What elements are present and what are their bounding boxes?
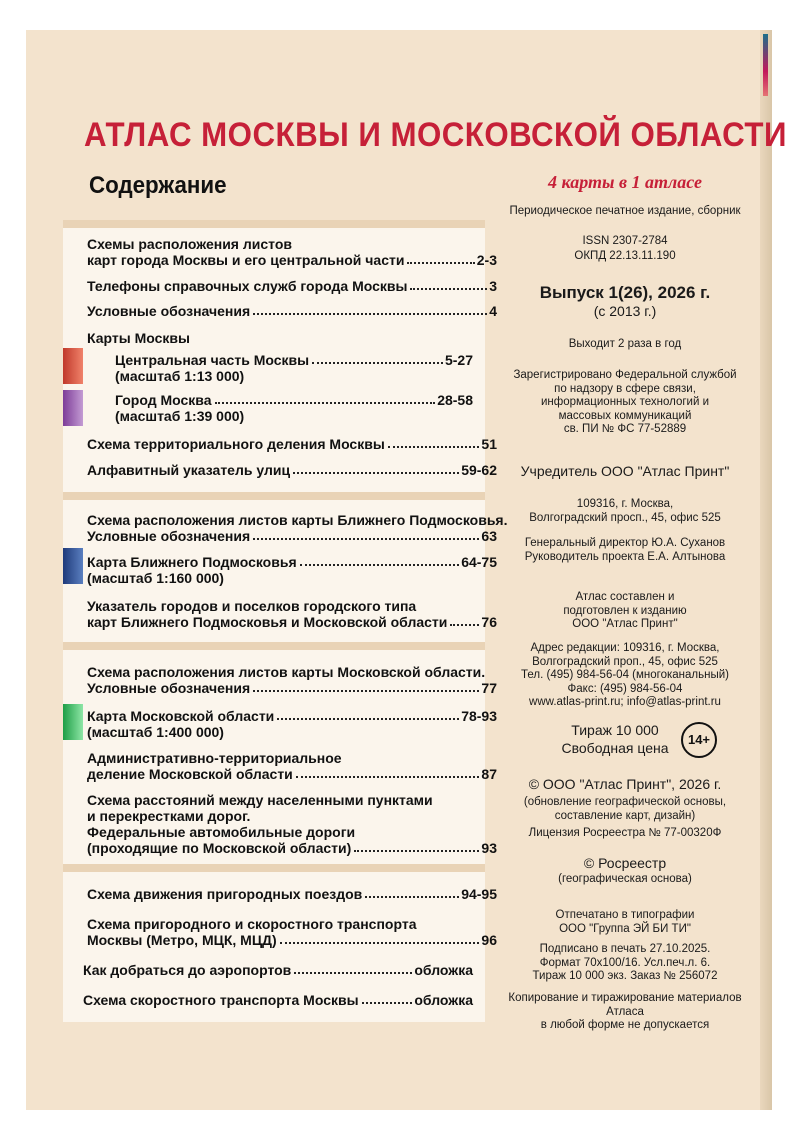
toc-entry-title: Карта Московской области [87, 708, 275, 724]
toc-entry-title: Как добраться до аэропортов [83, 962, 292, 978]
toc-page-number: 76 [481, 614, 497, 630]
toc-entry[interactable] [83, 962, 473, 978]
imprint-price: Свободная цена [561, 740, 669, 756]
toc-entry-title: Центральная часть Москвы [115, 352, 310, 368]
imprint-address [490, 498, 760, 525]
toc-entry[interactable] [87, 792, 497, 856]
toc-entry-title: Москвы (Метро, МЦК, МЦД) [87, 932, 277, 948]
toc-entry-scale: (масштаб 1:160 000) [87, 570, 224, 586]
toc-section-label: Карты Москвы [87, 330, 190, 346]
imprint-update-note [490, 796, 760, 823]
toc-leader-dots [362, 1002, 413, 1004]
toc-page-number: 78-93 [461, 708, 497, 724]
toc-entry-line: Схема пригородного и скоростного транспорта [87, 916, 417, 932]
imprint-editorial-address: Адрес редакции: 109316, г. Москва, [530, 642, 720, 654]
atlas-subtitle: 4 карты в 1 атласе [548, 172, 702, 192]
toc-leader-dots [253, 538, 479, 540]
toc-entry[interactable] [87, 554, 497, 586]
toc-entry-title: деление Московской области [87, 766, 293, 782]
page-edge [760, 30, 772, 1110]
imprint-editorial-contacts [490, 642, 760, 710]
imprint-director: Генеральный директор Ю.А. Суханов [524, 537, 726, 549]
atlas-title: АТЛАС МОСКВЫ И МОСКОВСКОЙ ОБЛАСТИ [84, 116, 787, 154]
imprint-printer-line: ООО "Группа ЭЙ БИ ТИ" [559, 922, 691, 935]
imprint-printer [490, 909, 760, 936]
toc-entry[interactable] [87, 886, 497, 902]
toc-entry-line: Указатель городов и поселков городского типа [87, 598, 417, 614]
toc-leader-dots [296, 776, 480, 778]
toc-leader-dots [277, 718, 459, 720]
toc-entry-line: Федеральные автомобильные дороги [87, 824, 356, 840]
toc-leader-dots [450, 624, 479, 626]
imprint-circulation: Тираж 10 000 [571, 722, 659, 738]
imprint-okpd: ОКПД 22.13.11.190 [574, 250, 676, 262]
imprint-phone: Тел. (495) 984-56-04 (многоканальный) [521, 669, 729, 681]
toc-entry[interactable] [87, 236, 497, 268]
toc-entry[interactable] [87, 708, 497, 740]
show-through-text [86, 44, 726, 62]
imprint-printer-line: Отпечатано в типографии [555, 909, 695, 921]
toc-page-number: 4 [489, 303, 497, 319]
imprint-copy-restriction [490, 992, 760, 1033]
toc-group-moscow [63, 228, 497, 492]
map-color-tab-city [63, 390, 83, 426]
imprint-registration-line: св. ПИ № ФС 77-52889 [563, 423, 687, 435]
contents-heading: Содержание [89, 172, 227, 199]
map-color-tab-region [63, 704, 83, 740]
imprint-registration-line: Зарегистрировано Федеральной службой [513, 369, 737, 381]
toc-page-number: 2-3 [476, 252, 497, 268]
imprint-website-email[interactable]: www.atlas-print.ru; info@atlas-print.ru [529, 696, 721, 708]
toc-entry-scale: (масштаб 1:13 000) [115, 368, 245, 384]
toc-leader-dots [293, 472, 459, 474]
imprint-update-line: составление карт, дизайн) [554, 809, 696, 822]
group-separator [63, 642, 485, 650]
toc-group-near-moscow [63, 500, 508, 642]
imprint-address-line: 109316, г. Москва, [576, 498, 674, 510]
map-color-tab-central [63, 348, 83, 384]
imprint-print-run: Тираж 10 000 экз. Заказ № 256072 [532, 970, 718, 982]
toc-page-number: обложка [414, 962, 473, 978]
toc-page-number: 3 [489, 278, 497, 294]
toc-entry[interactable] [87, 512, 508, 544]
toc-entry-title: Алфавитный указатель улиц [87, 462, 291, 478]
toc-entry-line: Схема расстояний между населенными пунктами [87, 792, 433, 808]
toc-page-number: 5-27 [444, 352, 473, 368]
toc-leader-dots [365, 896, 459, 898]
toc-entry-line: Схемы расположения листов [87, 236, 292, 252]
imprint-copy-restriction-line: в любой форме не допускается [540, 1019, 710, 1031]
map-color-tab-near [63, 548, 83, 584]
toc-section-heading [87, 330, 497, 346]
toc-page-number: 51 [481, 436, 497, 452]
toc-entry-title: Схема скоростного транспорта Москвы [83, 992, 359, 1008]
imprint-frequency: Выходит 2 раза в год [568, 338, 682, 350]
toc-leader-dots [215, 402, 436, 404]
toc-entry-title: Условные обозначения [87, 528, 251, 544]
toc-group-region [63, 650, 497, 864]
imprint-fax: Факс: (495) 984-56-04 [567, 682, 683, 695]
toc-entry[interactable] [115, 392, 473, 424]
toc-entry-line: и перекрестками дорог. [87, 808, 251, 824]
toc-leader-dots [253, 313, 487, 315]
toc-leader-dots [300, 564, 460, 566]
toc-entry[interactable] [87, 303, 497, 319]
toc-page-number: 77 [481, 680, 497, 696]
imprint-compiled-line: подготовлен к изданию [563, 604, 687, 617]
toc-entry-title: Карта Ближнего Подмосковья [87, 554, 297, 570]
toc-group-transport [63, 872, 497, 1022]
toc-entry-title: Схема движения пригородных поездов [87, 886, 363, 902]
toc-page-number: 59-62 [461, 462, 497, 478]
group-separator [63, 220, 485, 228]
imprint-registration-line: массовых коммуникаций [558, 409, 692, 422]
group-separator [63, 864, 485, 872]
toc-entry[interactable] [83, 992, 473, 1008]
toc-entry[interactable] [87, 750, 497, 782]
toc-entry[interactable] [115, 352, 473, 384]
imprint-rosreestr: © Росреестр [583, 855, 667, 871]
toc-leader-dots [253, 690, 479, 692]
imprint-registration-line: по надзору в сфере связи, [554, 382, 696, 395]
toc-entry[interactable] [87, 598, 497, 630]
toc-page-number: 63 [481, 528, 497, 544]
toc-leader-dots [280, 942, 480, 944]
toc-entry-title: карт Ближнего Подмосковья и Московской области [87, 614, 448, 630]
toc-entry[interactable] [87, 664, 497, 696]
toc-entry-title: Условные обозначения [87, 303, 251, 319]
toc-entry-scale: (масштаб 1:39 000) [115, 408, 245, 424]
toc-page-number: 28-58 [437, 392, 473, 408]
page-edge-color-mark [763, 34, 768, 96]
imprint-project-lead: Руководитель проекта Е.А. Алтынова [524, 550, 726, 563]
imprint-compiled-line: Атлас составлен и [575, 591, 675, 603]
imprint-issue: Выпуск 1(26), 2026 г. [539, 283, 711, 302]
toc-page-number: 94-95 [461, 886, 497, 902]
toc-page-number: 64-75 [461, 554, 497, 570]
toc-entry-title: Телефоны справочных служб города Москвы [87, 278, 408, 294]
imprint-registration-line: информационных технологий и [540, 396, 710, 408]
toc-page-number: 96 [481, 932, 497, 948]
toc-entry[interactable] [87, 916, 497, 948]
imprint-format: Формат 70x100/16. Усл.печ.л. 6. [539, 956, 711, 969]
imprint-since: (с 2013 г.) [593, 303, 657, 319]
toc-entry-scale: (масштаб 1:400 000) [87, 724, 224, 740]
imprint-license: Лицензия Росреестра № 77-00320Ф [528, 827, 722, 839]
toc-entry-title: карт города Москвы и его центральной части [87, 252, 405, 268]
imprint-signed-date: Подписано в печать 27.10.2025. [539, 943, 711, 955]
toc-entry-line: Схема расположения листов карты Ближнего Подмосковья. [87, 512, 508, 528]
toc-entry[interactable] [87, 462, 497, 478]
toc-entry-title: Город Москва [115, 392, 212, 408]
toc-leader-dots [312, 362, 443, 364]
imprint-staff [490, 537, 760, 564]
toc-page-number: 87 [481, 766, 497, 782]
toc-entry[interactable] [87, 436, 497, 452]
imprint-compiled-line: ООО "Атлас Принт" [572, 618, 678, 630]
toc-entry-title: Условные обозначения [87, 680, 251, 696]
imprint-editorial-address: Волгоградский проп., 45, офис 525 [532, 655, 718, 668]
toc-page-number: 93 [481, 840, 497, 856]
toc-entry-title: (проходящие по Московской области) [87, 840, 352, 856]
imprint-founder: Учредитель ООО "Атлас Принт" [520, 463, 730, 479]
age-rating-badge: 14+ [681, 722, 717, 758]
toc-entry-title: Схема территориального деления Москвы [87, 436, 385, 452]
imprint-issn: ISSN 2307-2784 [582, 235, 668, 247]
toc-leader-dots [388, 446, 480, 448]
imprint-registration [490, 369, 760, 437]
imprint-signature [490, 943, 760, 984]
group-separator [63, 492, 485, 500]
imprint-rosreestr-note: (географическая основа) [558, 873, 692, 885]
toc-entry[interactable] [87, 278, 497, 294]
toc-leader-dots [410, 288, 487, 290]
imprint-address-line: Волгоградский просп., 45, офис 525 [529, 511, 721, 524]
imprint-copy-restriction-line: Копирование и тиражирование материалов Атласа [508, 992, 742, 1018]
toc-leader-dots [294, 972, 412, 974]
imprint-periodical: Периодическое печатное издание, сборник [509, 205, 741, 217]
toc-page-number: обложка [414, 992, 473, 1008]
imprint-compiled [490, 591, 760, 632]
toc-leader-dots [354, 850, 479, 852]
toc-entry-line: Административно-территориальное [87, 750, 342, 766]
imprint-update-line: (обновление географической основы, [523, 796, 727, 808]
toc-leader-dots [407, 262, 474, 264]
imprint-copyright: © ООО "Атлас Принт", 2026 г. [528, 776, 722, 792]
toc-entry-line: Схема расположения листов карты Московской области. [87, 664, 486, 680]
